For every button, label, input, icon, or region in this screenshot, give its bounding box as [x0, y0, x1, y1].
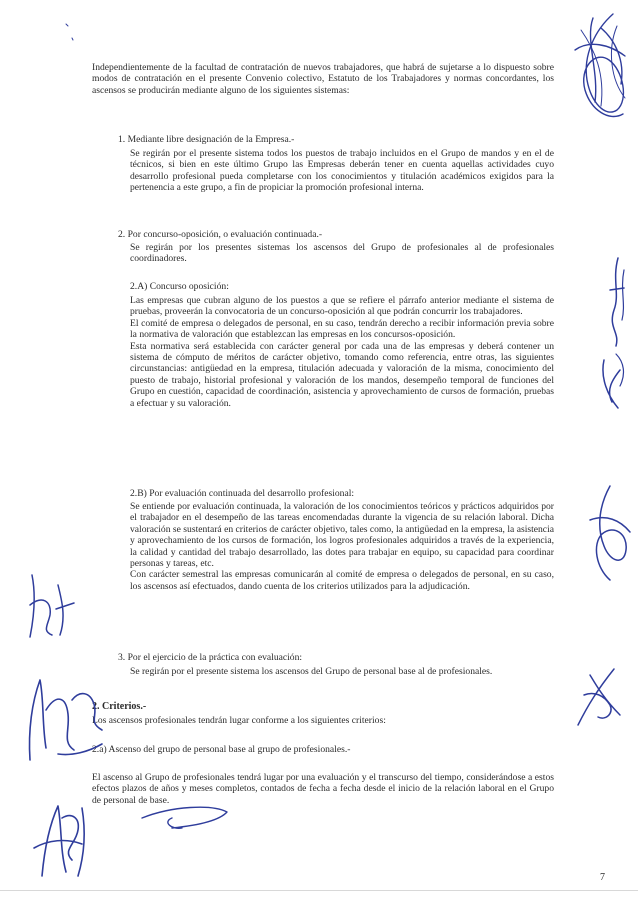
- signature-left-middle: [18, 670, 108, 770]
- item2-body: Se regirán por los presentes sistemas los ascensos del Grupo de profesionales al de profesionales coordinadores.: [130, 242, 554, 265]
- section2-body: Los ascensos profesionales tendrán lugar conforme a los siguientes criterios:: [92, 715, 386, 726]
- item2b-body: [130, 501, 554, 592]
- item1-body: Se regirán por el presente sistema todos los puestos de trabajo incluidos en el Grupo de mandos y en el de técnicos, si bien en este último Grupo las Empresas deberán tener en cuenta aquellas actividades cuyo desarrollo profesional pueda completarse con los conocimientos y titulación académicos exigidos para la pertenencia a este grupo, a fin de propiciar la promoción profesional interna.: [130, 148, 554, 194]
- item3-body: Se regirán por el presente sistema los ascensos del Grupo de personal base al de profesionales.: [130, 666, 493, 677]
- section2-heading: 2. Criterios.-: [92, 701, 147, 712]
- section2a-heading: 2.a) Ascenso del grupo de personal base al grupo de profesionales.-: [92, 744, 351, 755]
- signature-left-upper: [22, 565, 82, 650]
- item1-heading: 1. Mediante libre designación de la Empresa.-: [118, 134, 295, 145]
- item2-heading: 2. Por concurso-oposición, o evaluación continuada.-: [118, 229, 323, 240]
- section2a-body: El ascenso al Grupo de profesionales tendrá lugar por una evaluación y el transcurso del tiempo, considerándose a estos efectos plazos de años y meses completos, contados de fecha a fecha desde el inicio de la relación laboral en el Grupo de personal de base.: [92, 772, 554, 806]
- item2b-paragraph: Con carácter semestral las empresas comunicarán al comité de empresa o delegados de personal, en su caso, los ascensos así efectuados, dando cuenta de los criterios utilizados para la adjudicación.: [130, 569, 554, 592]
- page-number: 7: [600, 872, 605, 883]
- signature-right-lower: [580, 480, 635, 590]
- signature-top-right: [565, 10, 635, 130]
- item2a-paragraph: Esta normativa será establecida con carácter general por cada una de las empresas y deberá contener un sistema de cómputo de méritos de carácter objetivo, tomando como referencia, entre otras, las siguientes circunstancias: antigüedad en la empresa, titulación adecuada y valoración de la misma, conocimiento del puesto de trabajo, historial profesional y valoración de los mandos, desempeño temporal de funciones del Grupo en cuestión, capacidad de coordinación, asistencia y aprovechamiento de cursos de formación, pruebas a efectuar y su valoración.: [130, 340, 554, 409]
- item2b-heading: 2.B) Por evaluación continuada del desarrollo profesional:: [130, 488, 355, 499]
- item2a-paragraph: El comité de empresa o delegados de personal, en su caso, tendrán derecho a recibir información previa sobre la normativa de valoración que establezcan las empresas en los concursos-oposición.: [130, 317, 554, 341]
- signature-right-bottom: [570, 655, 630, 735]
- page-bottom-edge: [0, 890, 638, 891]
- item2b-paragraph: Se entiende por evaluación continuada, la valoración de los conocimientos teóricos y prácticos adquiridos por el trabajador en el desempeño de las tareas encomendadas durante la vigencia de su relación laboral. Dicha valoración se sustentará en criterios de carácter objetivo, tales como, la antigüedad en la empresa, la asistencia y aprovechamiento de los cursos de formación, los logros profesionales adquiridos a través de la experiencia, la calidad y cantidad del trabajo desarrollado, las dotes para trabajar en equipo, su capacidad para coordinar personas y tareas, etc.: [130, 501, 554, 570]
- item2a-paragraph: Las empresas que cubran alguno de los puestos a que se refiere el párrafo anterior mediante el sistema de pruebas, proveerán la convocatoria de un concurso-oposición al que podrán concurrir los trabajadores.: [130, 295, 554, 318]
- intro-paragraph: Independientemente de la facultad de contratación de nuevos trabajadores, que habrá de sujetarse a lo dispuesto sobre modos de contratación en el presente Convenio colectivo, Estatuto de los Trabajadores y normas concordantes, los ascensos se producirán mediante alguno de los siguientes sistemas:: [92, 62, 554, 96]
- signature-right-middle: [590, 250, 635, 415]
- signature-bottom-left: [22, 788, 232, 883]
- item3-heading: 3. Por el ejercicio de la práctica con evaluación:: [118, 652, 303, 663]
- item2a-body: [130, 295, 554, 409]
- stamp-mark-top-left: [60, 20, 80, 50]
- item2a-heading: 2.A) Concurso oposición:: [130, 281, 229, 292]
